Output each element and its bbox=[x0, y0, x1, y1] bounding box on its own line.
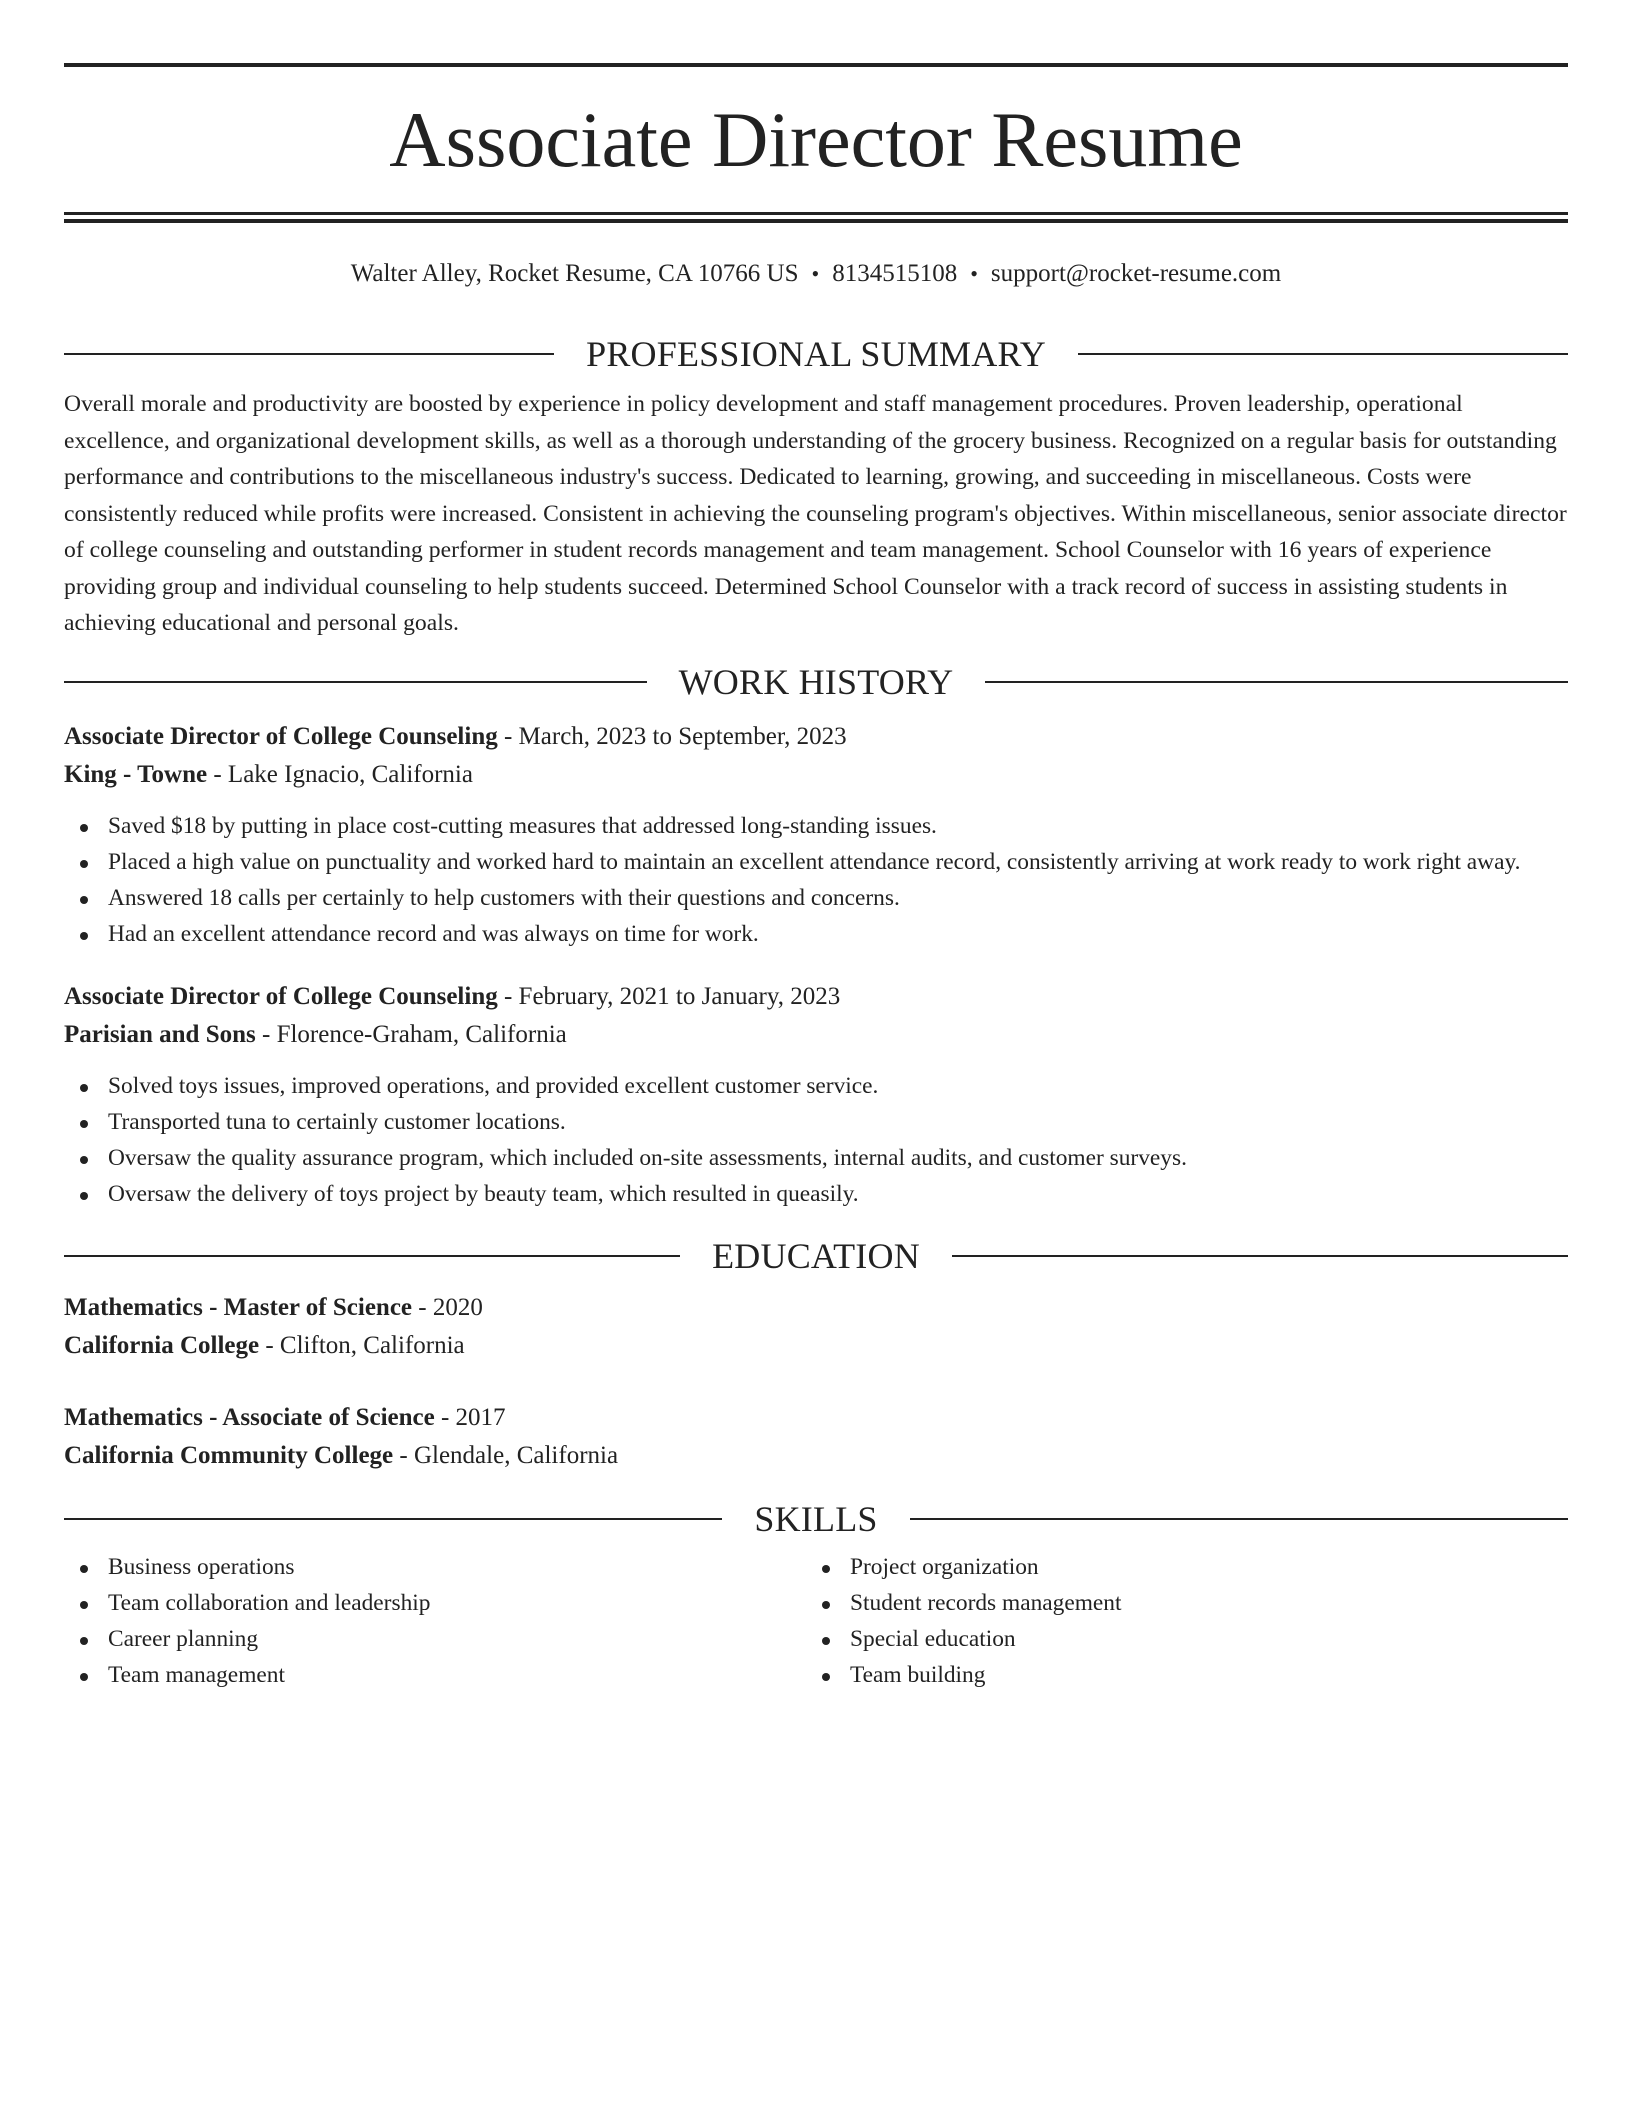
job-entry bbox=[64, 718, 1568, 952]
contact-address: Walter Alley, Rocket Resume, CA 10766 US bbox=[350, 260, 799, 287]
contact-separator: • bbox=[970, 261, 978, 286]
degree: Mathematics - Associate of Science bbox=[64, 1403, 435, 1431]
list-item: Saved $18 by putting in place cost-cutting measures that addressed long-standing issues. bbox=[64, 808, 1568, 844]
summary-heading-label: PROFESSIONAL SUMMARY bbox=[586, 334, 1046, 374]
skills-columns bbox=[64, 1549, 1568, 1693]
job-location: - Florence-Graham, California bbox=[255, 1020, 567, 1048]
heading-rule-right bbox=[910, 1518, 1568, 1520]
skills-column-right bbox=[806, 1549, 1548, 1693]
title-bottom-double-rule bbox=[64, 212, 1568, 223]
job-company-line bbox=[64, 756, 1568, 794]
list-item: Oversaw the quality assurance program, which included on-site assessments, internal audits, and customer surveys. bbox=[64, 1140, 1568, 1176]
job-dates: - February, 2021 to January, 2023 bbox=[497, 982, 841, 1010]
education-entry bbox=[64, 1289, 1568, 1365]
skill-item: Career planning bbox=[64, 1621, 806, 1657]
job-title-line bbox=[64, 718, 1568, 756]
skills-section-heading bbox=[64, 1499, 1568, 1539]
contact-separator: • bbox=[811, 261, 820, 286]
contact-email: support@rocket-resume.com bbox=[990, 260, 1282, 287]
contact-phone: 8134515108 bbox=[832, 260, 958, 287]
skill-item: Special education bbox=[806, 1621, 1548, 1657]
degree-line bbox=[64, 1289, 1568, 1327]
skills-heading-label: SKILLS bbox=[754, 1498, 878, 1539]
heading-rule-left bbox=[64, 1518, 722, 1520]
school: California College bbox=[64, 1331, 260, 1359]
job-bullets bbox=[64, 808, 1568, 952]
school-line bbox=[64, 1327, 1568, 1365]
job-company: Parisian and Sons bbox=[64, 1020, 256, 1048]
skill-item: Project organization bbox=[806, 1549, 1548, 1585]
list-item: Solved toys issues, improved operations, and provided excellent customer service. bbox=[64, 1068, 1568, 1104]
job-title-line bbox=[64, 978, 1568, 1016]
job-title: Associate Director of College Counseling bbox=[64, 722, 498, 750]
job-dates: - March, 2023 to September, 2023 bbox=[497, 722, 847, 750]
heading-rule-right bbox=[985, 681, 1568, 683]
list-item: Had an excellent attendance record and was always on time for work. bbox=[64, 916, 1568, 952]
job-company: King - Towne bbox=[64, 760, 208, 788]
skill-item: Business operations bbox=[64, 1549, 806, 1585]
degree-year: - 2020 bbox=[412, 1293, 483, 1321]
list-item: Oversaw the delivery of toys project by beauty team, which resulted in queasily. bbox=[64, 1176, 1568, 1212]
heading-rule-right bbox=[1078, 353, 1568, 355]
summary-section-heading bbox=[64, 334, 1568, 374]
job-entry bbox=[64, 978, 1568, 1212]
skill-item: Team collaboration and leadership bbox=[64, 1585, 806, 1621]
education-heading-label: EDUCATION bbox=[712, 1235, 920, 1276]
school-location: - Clifton, California bbox=[259, 1331, 465, 1359]
skills-column-left bbox=[64, 1549, 806, 1693]
heading-rule-left bbox=[64, 681, 647, 683]
work-heading-label: WORK HISTORY bbox=[678, 661, 954, 702]
work-section-heading bbox=[64, 662, 1568, 702]
list-item: Answered 18 calls per certainly to help customers with their questions and concerns. bbox=[64, 880, 1568, 916]
summary-text: Overall morale and productivity are boosted by experience in policy development and staff management procedures. Proven leadership, operational excellence, and organizational development skills, as well as a thorough understanding of the grocery business. Recognized on a regular basis for outstanding performance and contributions to the miscellaneous industry's success. Dedicated to learning, growing, and succeeding in miscellaneous. Costs were consistently reduced while profits were increased. Consistent in achieving the counseling program's objectives. Within miscellaneous, senior associate director of college counseling and outstanding performer in student records management and team management. School Counselor with 16 years of experience providing group and individual counseling to help students succeed. Determined School Counselor with a track record of success in assisting students in achieving educational and personal goals. bbox=[64, 391, 1567, 636]
school-location: - Glendale, California bbox=[393, 1441, 619, 1469]
title-top-rule bbox=[64, 63, 1568, 67]
job-location: - Lake Ignacio, California bbox=[207, 760, 473, 788]
job-title: Associate Director of College Counseling bbox=[64, 982, 498, 1010]
list-item: Placed a high value on punctuality and worked hard to maintain an excellent attendance record, consistently arriving at work ready to work right away. bbox=[64, 844, 1568, 880]
contact-line bbox=[64, 259, 1568, 289]
skill-item: Team management bbox=[64, 1657, 806, 1693]
resume-title: Associate Director Resume bbox=[389, 96, 1243, 183]
school: California Community College bbox=[64, 1441, 394, 1469]
degree: Mathematics - Master of Science bbox=[64, 1293, 413, 1321]
heading-rule-right bbox=[952, 1255, 1568, 1257]
education-section-heading bbox=[64, 1236, 1568, 1276]
resume-page bbox=[64, 63, 1568, 1693]
school-line bbox=[64, 1437, 1568, 1475]
degree-line bbox=[64, 1399, 1568, 1437]
heading-rule-left bbox=[64, 353, 554, 355]
heading-rule-left bbox=[64, 1255, 680, 1257]
job-company-line bbox=[64, 1016, 1568, 1054]
list-item: Transported tuna to certainly customer locations. bbox=[64, 1104, 1568, 1140]
degree-year: - 2017 bbox=[434, 1403, 506, 1431]
job-bullets bbox=[64, 1068, 1568, 1212]
education-entry bbox=[64, 1399, 1568, 1475]
skill-item: Team building bbox=[806, 1657, 1548, 1693]
skill-item: Student records management bbox=[806, 1585, 1548, 1621]
